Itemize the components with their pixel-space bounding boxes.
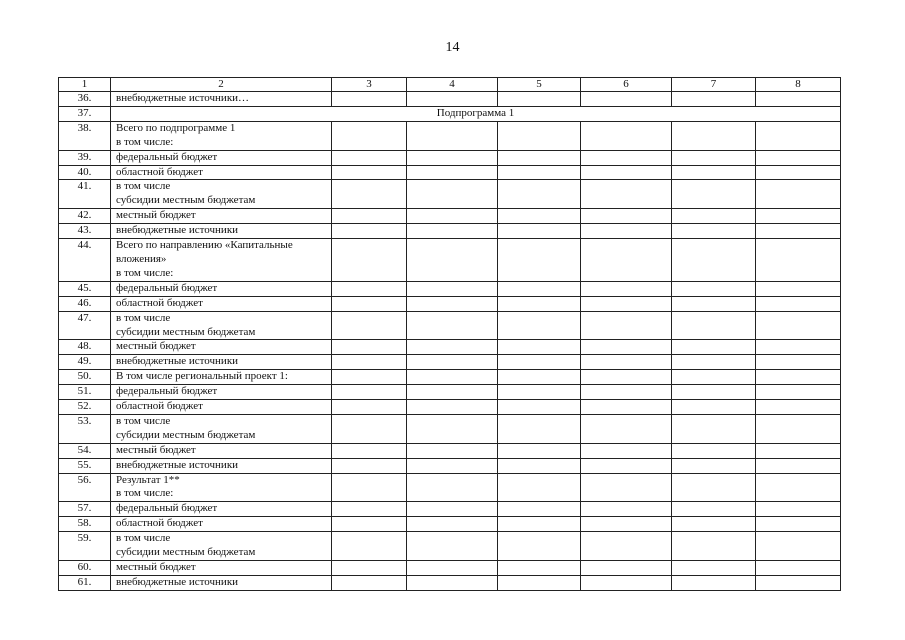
row-label: в том числе субсидии местным бюджетам — [111, 311, 332, 340]
value-cell — [332, 370, 407, 385]
value-cell — [672, 458, 756, 473]
value-cell — [498, 180, 581, 209]
value-cell — [498, 281, 581, 296]
value-cell — [581, 400, 672, 415]
value-cell — [498, 209, 581, 224]
value-cell — [672, 400, 756, 415]
value-cell — [332, 532, 407, 561]
row-number: 54. — [59, 443, 111, 458]
column-header: 1 — [59, 78, 111, 92]
row-label: в том числе субсидии местным бюджетам — [111, 532, 332, 561]
value-cell — [332, 400, 407, 415]
value-cell — [332, 92, 407, 107]
table-row — [59, 370, 841, 385]
column-header: 3 — [332, 78, 407, 92]
budget-table — [58, 77, 841, 591]
value-cell — [756, 311, 841, 340]
row-label: Всего по подпрограмме 1 в том числе: — [111, 121, 332, 150]
table-row — [59, 385, 841, 400]
value-cell — [407, 502, 498, 517]
table-row — [59, 281, 841, 296]
column-header: 4 — [407, 78, 498, 92]
value-cell — [756, 150, 841, 165]
column-header: 6 — [581, 78, 672, 92]
value-cell — [407, 561, 498, 576]
table-row — [59, 92, 841, 107]
value-cell — [672, 224, 756, 239]
value-cell — [756, 458, 841, 473]
value-cell — [332, 385, 407, 400]
value-cell — [407, 443, 498, 458]
value-cell — [756, 561, 841, 576]
value-cell — [332, 340, 407, 355]
table-row — [59, 400, 841, 415]
row-number: 36. — [59, 92, 111, 107]
value-cell — [581, 502, 672, 517]
column-header: 5 — [498, 78, 581, 92]
row-number: 56. — [59, 473, 111, 502]
row-label: местный бюджет — [111, 443, 332, 458]
value-cell — [581, 561, 672, 576]
row-label: областной бюджет — [111, 517, 332, 532]
value-cell — [672, 443, 756, 458]
value-cell — [332, 239, 407, 282]
value-cell — [581, 239, 672, 282]
table-row — [59, 224, 841, 239]
value-cell — [407, 517, 498, 532]
value-cell — [581, 224, 672, 239]
row-number: 39. — [59, 150, 111, 165]
value-cell — [498, 502, 581, 517]
value-cell — [332, 517, 407, 532]
row-label: федеральный бюджет — [111, 385, 332, 400]
value-cell — [498, 92, 581, 107]
table-row — [59, 502, 841, 517]
value-cell — [498, 340, 581, 355]
value-cell — [407, 165, 498, 180]
row-label: внебюджетные источники — [111, 355, 332, 370]
value-cell — [498, 458, 581, 473]
row-number: 41. — [59, 180, 111, 209]
table-row — [59, 517, 841, 532]
row-number: 38. — [59, 121, 111, 150]
value-cell — [498, 239, 581, 282]
value-cell — [332, 561, 407, 576]
value-cell — [672, 385, 756, 400]
value-cell — [407, 414, 498, 443]
row-label: местный бюджет — [111, 561, 332, 576]
value-cell — [407, 355, 498, 370]
value-cell — [672, 414, 756, 443]
value-cell — [498, 575, 581, 590]
value-cell — [581, 165, 672, 180]
value-cell — [498, 414, 581, 443]
value-cell — [672, 517, 756, 532]
value-cell — [498, 517, 581, 532]
value-cell — [672, 165, 756, 180]
value-cell — [407, 121, 498, 150]
value-cell — [407, 92, 498, 107]
value-cell — [332, 180, 407, 209]
value-cell — [756, 517, 841, 532]
value-cell — [672, 473, 756, 502]
row-number: 52. — [59, 400, 111, 415]
table-row — [59, 473, 841, 502]
table-row — [59, 150, 841, 165]
value-cell — [498, 443, 581, 458]
value-cell — [581, 370, 672, 385]
row-label: местный бюджет — [111, 209, 332, 224]
page-number: 14 — [445, 40, 460, 55]
value-cell — [332, 165, 407, 180]
value-cell — [332, 281, 407, 296]
value-cell — [672, 340, 756, 355]
row-number: 42. — [59, 209, 111, 224]
value-cell — [756, 473, 841, 502]
value-cell — [407, 239, 498, 282]
value-cell — [498, 311, 581, 340]
value-cell — [407, 458, 498, 473]
value-cell — [407, 296, 498, 311]
row-label: областной бюджет — [111, 400, 332, 415]
value-cell — [407, 209, 498, 224]
value-cell — [756, 180, 841, 209]
value-cell — [332, 224, 407, 239]
row-number: 44. — [59, 239, 111, 282]
value-cell — [581, 311, 672, 340]
table-row — [59, 311, 841, 340]
value-cell — [332, 458, 407, 473]
value-cell — [407, 224, 498, 239]
value-cell — [756, 92, 841, 107]
row-number: 60. — [59, 561, 111, 576]
row-number: 57. — [59, 502, 111, 517]
value-cell — [407, 400, 498, 415]
row-label: в том числе субсидии местным бюджетам — [111, 414, 332, 443]
table-row — [59, 296, 841, 311]
column-header: 2 — [111, 78, 332, 92]
value-cell — [407, 473, 498, 502]
row-number: 49. — [59, 355, 111, 370]
value-cell — [672, 121, 756, 150]
value-cell — [672, 311, 756, 340]
value-cell — [672, 209, 756, 224]
row-number: 37. — [59, 106, 111, 121]
row-label: внебюджетные источники — [111, 575, 332, 590]
table-row — [59, 180, 841, 209]
row-label: областной бюджет — [111, 296, 332, 311]
value-cell — [407, 575, 498, 590]
value-cell — [498, 121, 581, 150]
value-cell — [498, 385, 581, 400]
table-row — [59, 355, 841, 370]
value-cell — [498, 355, 581, 370]
row-number: 61. — [59, 575, 111, 590]
value-cell — [498, 370, 581, 385]
value-cell — [756, 121, 841, 150]
table-row — [59, 209, 841, 224]
value-cell — [672, 296, 756, 311]
row-label: внебюджетные источники — [111, 458, 332, 473]
value-cell — [756, 239, 841, 282]
value-cell — [498, 400, 581, 415]
row-label: федеральный бюджет — [111, 502, 332, 517]
value-cell — [332, 121, 407, 150]
row-label: В том числе региональный проект 1: — [111, 370, 332, 385]
value-cell — [332, 355, 407, 370]
value-cell — [672, 561, 756, 576]
value-cell — [581, 385, 672, 400]
column-number-row — [59, 78, 841, 92]
value-cell — [581, 458, 672, 473]
row-number: 50. — [59, 370, 111, 385]
row-number: 55. — [59, 458, 111, 473]
value-cell — [581, 340, 672, 355]
row-label: Результат 1** в том числе: — [111, 473, 332, 502]
value-cell — [407, 150, 498, 165]
value-cell — [407, 340, 498, 355]
row-label: внебюджетные источники… — [111, 92, 332, 107]
value-cell — [581, 517, 672, 532]
value-cell — [581, 355, 672, 370]
table-row — [59, 561, 841, 576]
value-cell — [498, 473, 581, 502]
row-label: федеральный бюджет — [111, 281, 332, 296]
table-row — [59, 458, 841, 473]
row-number: 46. — [59, 296, 111, 311]
row-label: в том числе субсидии местным бюджетам — [111, 180, 332, 209]
value-cell — [332, 575, 407, 590]
value-cell — [332, 311, 407, 340]
row-label: внебюджетные источники — [111, 224, 332, 239]
row-number: 43. — [59, 224, 111, 239]
value-cell — [498, 532, 581, 561]
row-label: областной бюджет — [111, 165, 332, 180]
value-cell — [581, 121, 672, 150]
row-label: местный бюджет — [111, 340, 332, 355]
value-cell — [581, 532, 672, 561]
value-cell — [581, 150, 672, 165]
value-cell — [756, 165, 841, 180]
table-body — [59, 78, 841, 591]
value-cell — [581, 209, 672, 224]
value-cell — [581, 414, 672, 443]
section-title: Подпрограмма 1 — [111, 106, 841, 121]
value-cell — [407, 281, 498, 296]
value-cell — [332, 150, 407, 165]
value-cell — [756, 209, 841, 224]
row-label: федеральный бюджет — [111, 150, 332, 165]
value-cell — [672, 180, 756, 209]
value-cell — [672, 370, 756, 385]
value-cell — [332, 414, 407, 443]
row-number: 47. — [59, 311, 111, 340]
row-number: 40. — [59, 165, 111, 180]
value-cell — [498, 224, 581, 239]
value-cell — [332, 296, 407, 311]
value-cell — [332, 443, 407, 458]
value-cell — [581, 473, 672, 502]
table-row — [59, 532, 841, 561]
value-cell — [756, 385, 841, 400]
row-number: 59. — [59, 532, 111, 561]
row-number: 53. — [59, 414, 111, 443]
table-row — [59, 121, 841, 150]
table-row — [59, 414, 841, 443]
value-cell — [756, 370, 841, 385]
value-cell — [498, 296, 581, 311]
column-header: 8 — [756, 78, 841, 92]
value-cell — [498, 165, 581, 180]
table-row — [59, 165, 841, 180]
value-cell — [672, 281, 756, 296]
table-row — [59, 340, 841, 355]
table-row — [59, 443, 841, 458]
value-cell — [672, 92, 756, 107]
value-cell — [756, 340, 841, 355]
value-cell — [672, 239, 756, 282]
value-cell — [756, 355, 841, 370]
value-cell — [332, 209, 407, 224]
value-cell — [407, 180, 498, 209]
value-cell — [756, 414, 841, 443]
table-row — [59, 575, 841, 590]
value-cell — [581, 575, 672, 590]
value-cell — [756, 281, 841, 296]
value-cell — [407, 385, 498, 400]
value-cell — [672, 150, 756, 165]
value-cell — [756, 296, 841, 311]
value-cell — [407, 370, 498, 385]
value-cell — [672, 355, 756, 370]
value-cell — [581, 281, 672, 296]
table-row — [59, 239, 841, 282]
value-cell — [498, 561, 581, 576]
column-header: 7 — [672, 78, 756, 92]
value-cell — [756, 502, 841, 517]
value-cell — [332, 473, 407, 502]
value-cell — [581, 296, 672, 311]
table-row — [59, 106, 841, 121]
value-cell — [672, 532, 756, 561]
value-cell — [581, 443, 672, 458]
value-cell — [581, 92, 672, 107]
value-cell — [672, 502, 756, 517]
row-number: 48. — [59, 340, 111, 355]
value-cell — [581, 180, 672, 209]
value-cell — [672, 575, 756, 590]
value-cell — [756, 224, 841, 239]
value-cell — [332, 502, 407, 517]
value-cell — [407, 532, 498, 561]
value-cell — [756, 400, 841, 415]
value-cell — [756, 443, 841, 458]
value-cell — [756, 532, 841, 561]
row-label: Всего по направлению «Капитальные вложения» в том числе: — [111, 239, 332, 282]
row-number: 45. — [59, 281, 111, 296]
row-number: 51. — [59, 385, 111, 400]
row-number: 58. — [59, 517, 111, 532]
value-cell — [756, 575, 841, 590]
value-cell — [407, 311, 498, 340]
value-cell — [498, 150, 581, 165]
